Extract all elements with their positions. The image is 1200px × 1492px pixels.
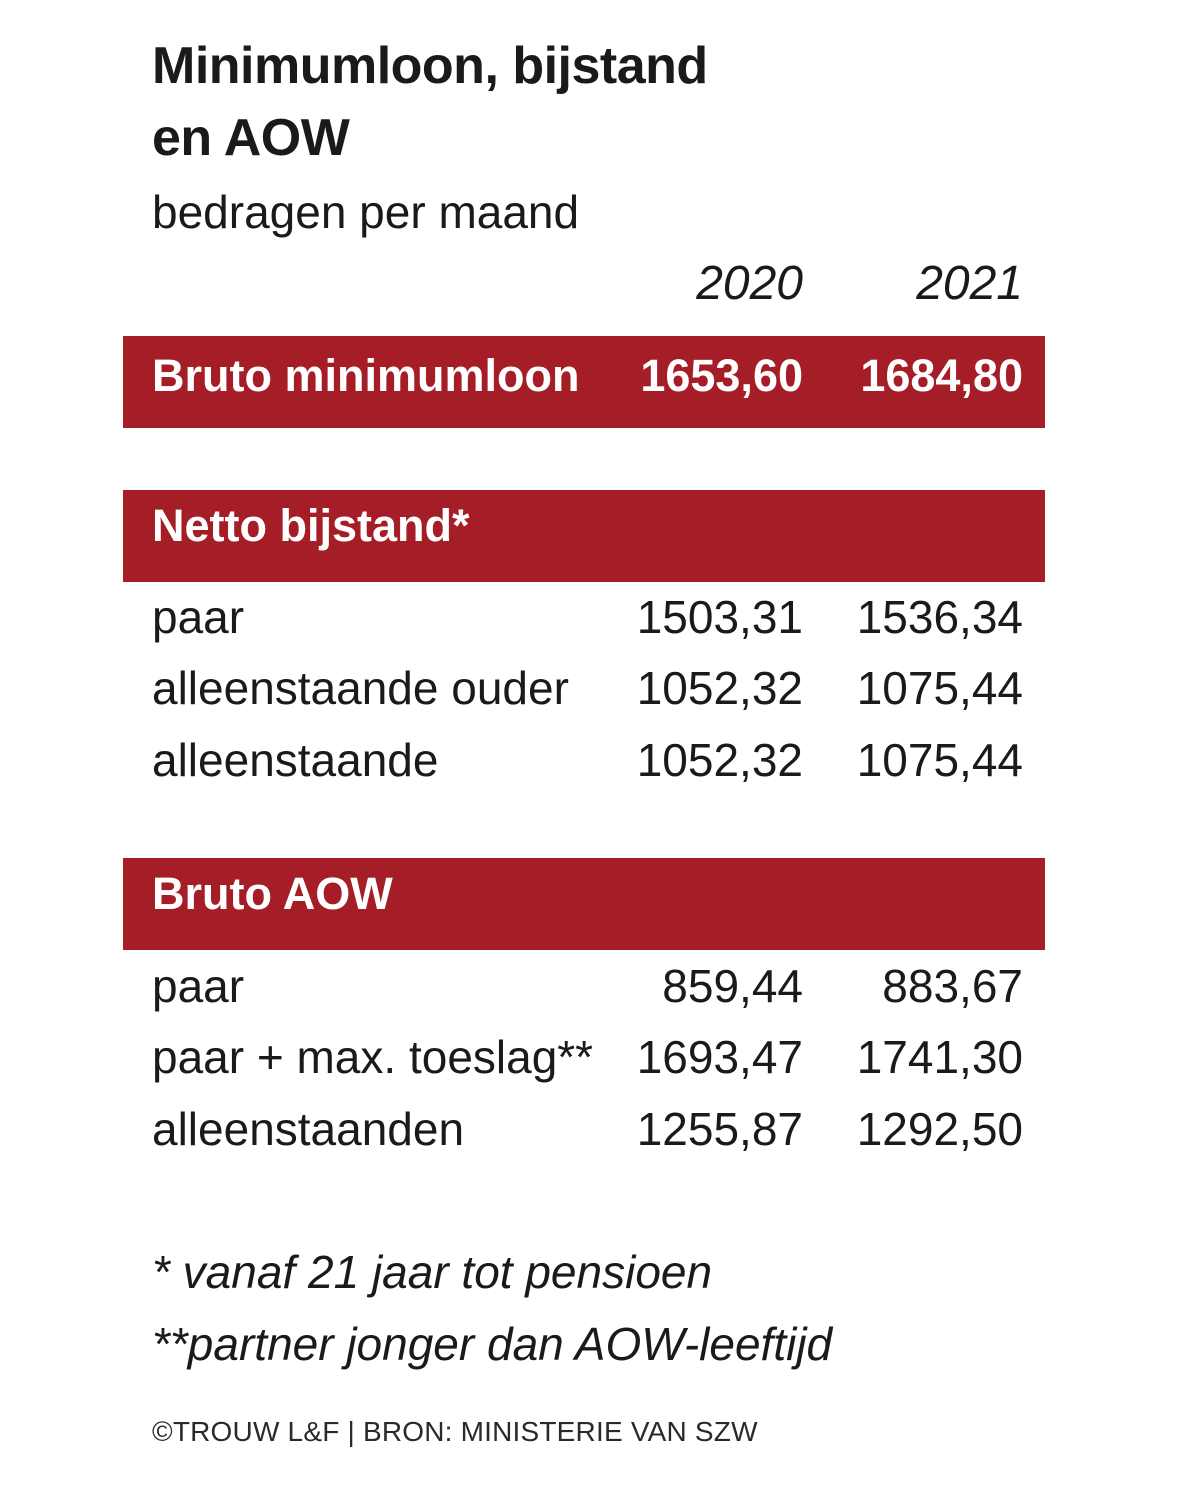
aow-row-label: alleenstaanden xyxy=(152,1103,465,1155)
bijstand-row-label: alleenstaande ouder xyxy=(152,662,569,714)
bijstand-header: Netto bijstand* xyxy=(152,500,470,551)
footnote-2: **partner jonger dan AOW-leeftijd xyxy=(152,1318,833,1370)
aow-row-label: paar xyxy=(152,960,245,1012)
bijstand-row-value-2020: 1052,32 xyxy=(636,662,803,714)
column-header-2021: 2021 xyxy=(916,257,1023,310)
chart-title xyxy=(152,30,708,174)
aow-row-value-2020: 1693,47 xyxy=(636,1031,803,1083)
bijstand-row-label: alleenstaande xyxy=(152,734,439,786)
bijstand-row-value-2021: 1075,44 xyxy=(856,662,1023,714)
aow-row-label: paar + max. toeslag** xyxy=(152,1031,594,1083)
column-header-2020: 2020 xyxy=(696,257,803,310)
minimumloon-value-2021: 1684,80 xyxy=(860,350,1023,401)
bijstand-row-value-2021: 1075,44 xyxy=(856,734,1023,786)
aow-row-value-2021: 1741,30 xyxy=(856,1031,1023,1083)
aow-header: Bruto AOW xyxy=(152,868,393,919)
aow-row-value-2020: 859,44 xyxy=(662,960,803,1012)
source-credit: ©TROUW L&F | BRON: MINISTERIE VAN SZW xyxy=(152,1416,758,1447)
bijstand-row-label: paar xyxy=(152,591,245,643)
title-line-2: en AOW xyxy=(152,109,350,167)
minimumloon-value-2020: 1653,60 xyxy=(640,350,803,401)
footnote-1: * vanaf 21 jaar tot pensioen xyxy=(152,1246,713,1298)
bijstand-row-value-2021: 1536,34 xyxy=(856,591,1023,643)
minimumloon-label: Bruto minimumloon xyxy=(152,350,580,401)
aow-row-value-2020: 1255,87 xyxy=(636,1103,803,1155)
chart-subtitle: bedragen per maand xyxy=(152,186,580,238)
aow-row-value-2021: 883,67 xyxy=(882,960,1023,1012)
title-line-1: Minimumloon, bijstand xyxy=(152,37,708,95)
bijstand-row-value-2020: 1503,31 xyxy=(636,591,803,643)
aow-row-value-2021: 1292,50 xyxy=(856,1103,1023,1155)
bijstand-row-value-2020: 1052,32 xyxy=(636,734,803,786)
